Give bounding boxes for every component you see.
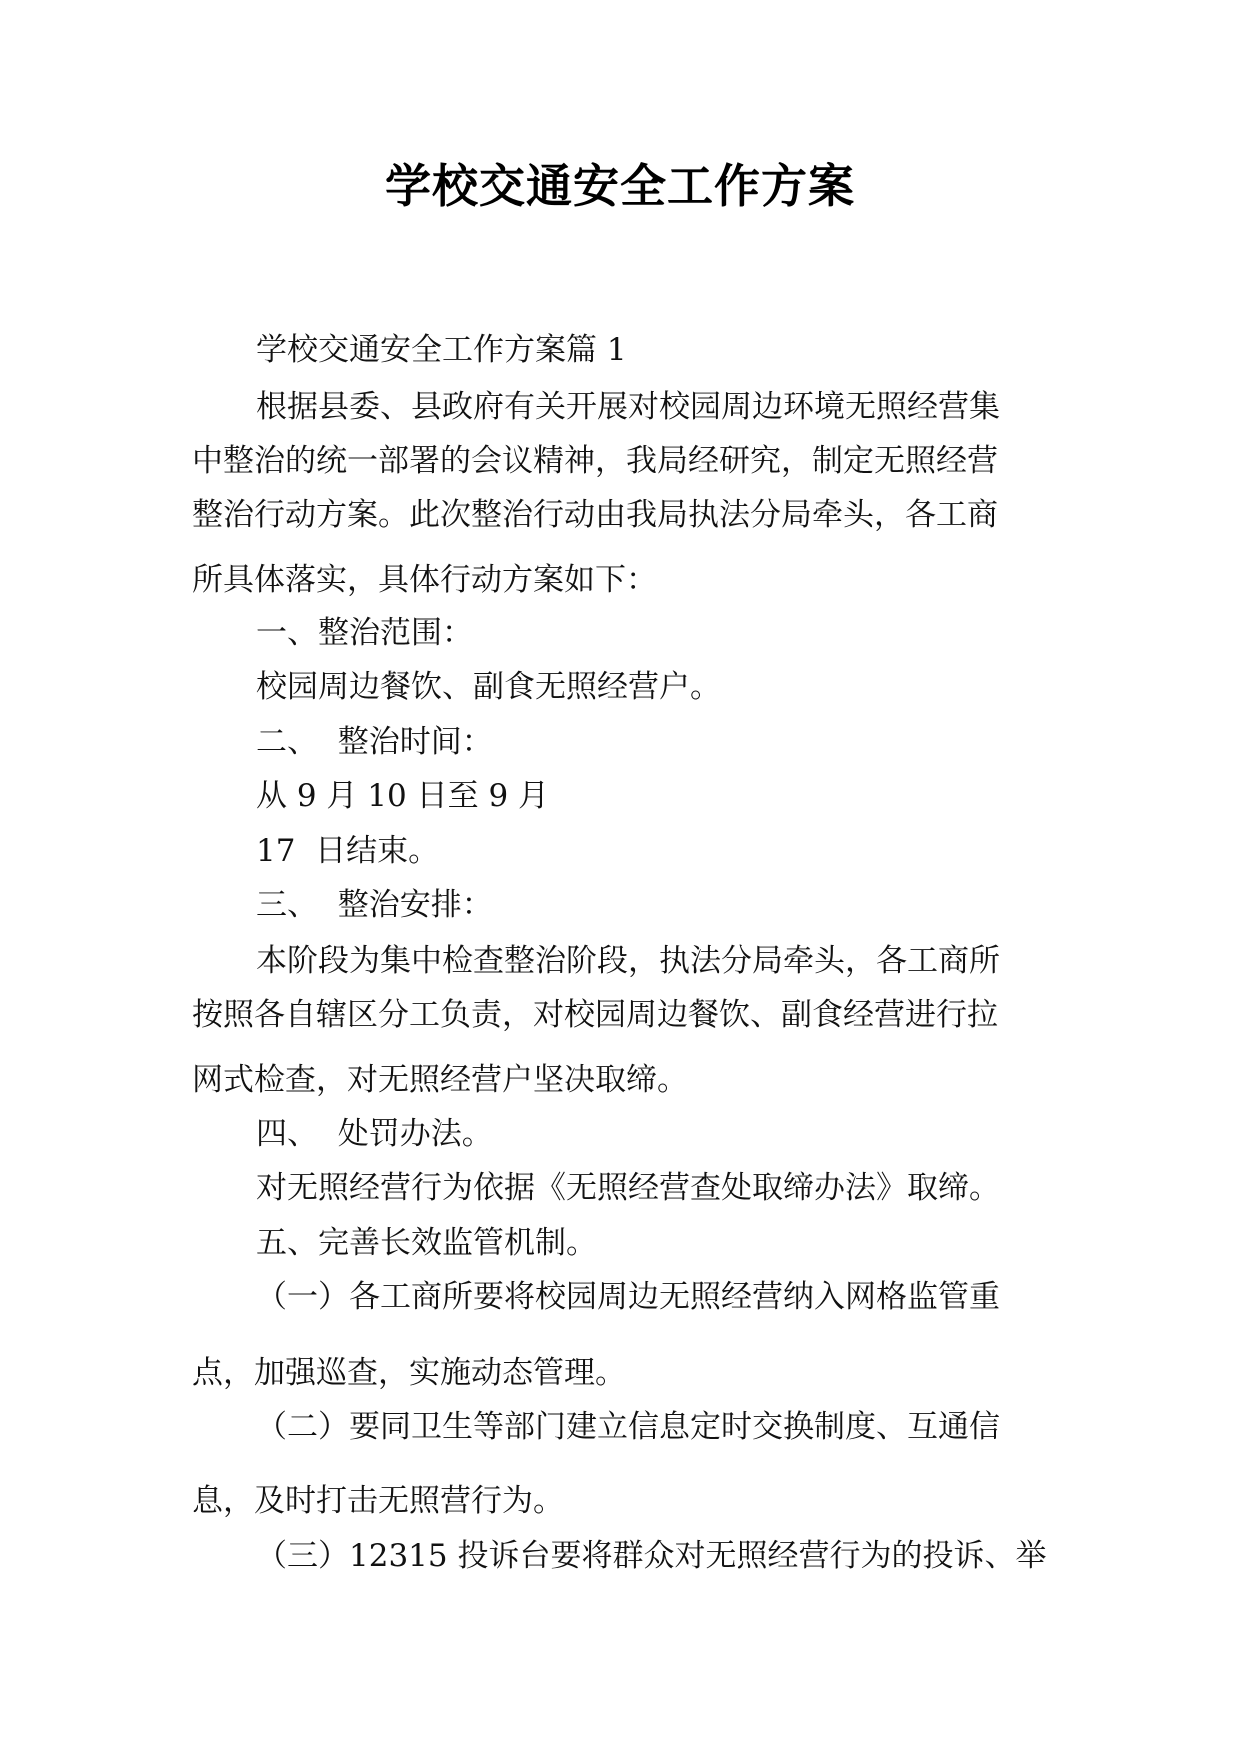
- list-heading: 一、整治范围：: [256, 615, 473, 651]
- document-title: 学校交通安全工作方案: [385, 159, 855, 213]
- list-heading: 五、完善长效监管机制。: [256, 1225, 597, 1261]
- list-heading: 四、 处罚办法。: [256, 1116, 493, 1152]
- paragraph-line: 所具体落实，具体行动方案如下：: [192, 562, 657, 598]
- paragraph-line: 息，及时打击无照营行为。: [192, 1483, 564, 1519]
- paragraph-line: 点，加强巡查，实施动态管理。: [192, 1355, 626, 1391]
- section-heading: 学校交通安全工作方案篇 1: [256, 332, 627, 368]
- list-heading: 三、 整治安排：: [256, 887, 493, 923]
- paragraph-line: 17 日结束。: [256, 833, 440, 869]
- paragraph-line: 中整治的统一部署的会议精神，我局经研究，制定无照经营: [192, 443, 998, 479]
- paragraph-line: 本阶段为集中检查整治阶段，执法分局牵头，各工商所: [256, 943, 1000, 979]
- paragraph-line: 根据县委、县政府有关开展对校园周边环境无照经营集: [256, 389, 1000, 425]
- paragraph-line: （一）各工商所要将校园周边无照经营纳入网格监管重: [256, 1279, 1000, 1315]
- paragraph-line: 校园周边餐饮、副食无照经营户。: [256, 669, 721, 705]
- paragraph-line: 网式检查，对无照经营户坚决取缔。: [192, 1062, 688, 1098]
- paragraph-line: （二）要同卫生等部门建立信息定时交换制度、互通信: [256, 1409, 1000, 1445]
- paragraph-line: 按照各自辖区分工负责，对校园周边餐饮、副食经营进行拉: [192, 997, 998, 1033]
- list-heading: 二、 整治时间：: [256, 724, 493, 760]
- paragraph-line: 从 9 月 10 日至 9 月: [256, 778, 550, 814]
- paragraph-line: 对无照经营行为依据《无照经营查处取缔办法》取缔。: [256, 1170, 1000, 1206]
- paragraph-line: 整治行动方案。此次整治行动由我局执法分局牵头，各工商: [192, 497, 998, 533]
- paragraph-line: （三）12315 投诉台要将群众对无照经营行为的投诉、举: [256, 1538, 1047, 1574]
